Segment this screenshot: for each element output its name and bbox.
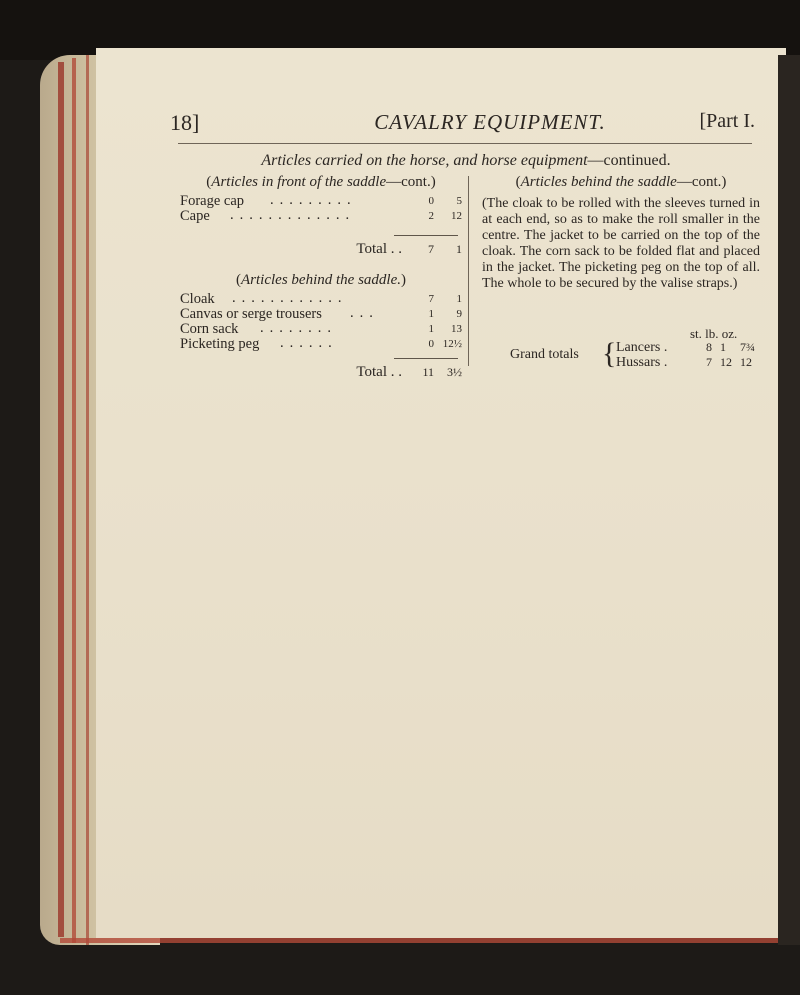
- grand-totals-label: Grand totals: [510, 347, 579, 362]
- grand-lb: 1: [720, 340, 726, 354]
- total-label-text: Total: [356, 364, 387, 380]
- list-item: [180, 337, 462, 352]
- leader-dots: .............: [230, 208, 356, 223]
- front-total: [180, 236, 462, 262]
- behind-total: [180, 359, 462, 385]
- red-page-edge-bottom: [60, 938, 790, 943]
- behind-heading: [180, 270, 462, 290]
- paren: (: [515, 174, 521, 190]
- total-oz: 1: [456, 242, 462, 256]
- item-oz: 1: [456, 293, 462, 305]
- paren: (: [236, 272, 242, 288]
- front-heading: [180, 172, 462, 192]
- behind-heading-italic: Articles behind the saddle.: [241, 272, 401, 288]
- header-rule: [178, 143, 752, 144]
- page-title: CAVALRY EQUIPMENT.: [374, 110, 606, 134]
- brace-icon: {: [602, 337, 617, 370]
- behind-cont-heading: [482, 172, 760, 192]
- bleed-through-text: [190, 380, 750, 800]
- running-head: [170, 110, 755, 140]
- item-oz: 12: [451, 210, 462, 222]
- grand-oz: 12: [740, 355, 752, 369]
- leader-dots: .........: [270, 193, 357, 208]
- total-lb: 11: [422, 365, 434, 379]
- part-label: [Part I.: [699, 110, 755, 132]
- list-item: [180, 292, 462, 307]
- item-oz: 5: [456, 195, 462, 207]
- grand-st: 7: [706, 355, 712, 369]
- behind-cont-plain: —cont.): [676, 174, 727, 190]
- units-header: st. lb. oz.: [690, 326, 738, 341]
- front-heading-italic: Articles in front of the saddle: [211, 174, 387, 190]
- red-page-edge: [72, 58, 76, 943]
- list-item: [180, 307, 462, 322]
- item-name: Picketing peg: [180, 336, 260, 352]
- leader-dots: ......: [280, 336, 338, 351]
- total-label-text: Total: [356, 241, 387, 257]
- leader-dots: ...: [350, 306, 379, 321]
- behind-cont-italic: Articles behind the saddle: [520, 174, 677, 190]
- section-subheading: [176, 152, 756, 170]
- regiment-name: Hussars .: [616, 355, 668, 370]
- left-column: [180, 172, 462, 382]
- item-lb: 0: [428, 195, 434, 207]
- regiment-name-text: Lancers: [616, 340, 661, 355]
- red-page-edge: [86, 55, 89, 945]
- photo-backdrop-right: [778, 55, 800, 945]
- list-item: [180, 322, 462, 337]
- list-item: [180, 194, 462, 209]
- item-lb: 2: [428, 210, 434, 222]
- regiment-name: Lancers .: [616, 340, 668, 355]
- grand-oz: 7¾: [740, 340, 755, 354]
- grand-totals: [510, 337, 760, 372]
- total-lb: 7: [428, 242, 434, 256]
- list-item: [180, 209, 462, 224]
- grand-lb: 12: [720, 355, 732, 369]
- item-oz: 12½: [442, 338, 462, 350]
- total-label: Total . .: [356, 364, 402, 380]
- item-name: Cloak: [180, 291, 215, 307]
- item-lb: 0: [428, 338, 434, 350]
- item-oz: 13: [451, 323, 462, 335]
- item-lb: 1: [428, 308, 434, 320]
- red-page-edge: [58, 62, 64, 937]
- item-lb: 1: [428, 323, 434, 335]
- item-name: Canvas or serge trousers: [180, 306, 322, 322]
- packing-note: (The cloak to be rolled with the sleeves turned in at each end, so as to make the roll smaller in the centre. The jacket to be carried on the top of the cloak. The corn sack to be folded flat and placed in the jacket. The picketing peg on the top of all. The whole to be secured by the valise straps.): [482, 196, 760, 291]
- front-heading-plain: —cont.): [386, 174, 436, 190]
- paren: (: [206, 174, 212, 190]
- regiment-name-text: Hussars: [616, 355, 661, 370]
- paren: ): [400, 272, 406, 288]
- right-column: [482, 172, 760, 292]
- page-number: 18]: [170, 110, 200, 135]
- item-oz: 9: [456, 308, 462, 320]
- grand-st: 8: [706, 340, 712, 354]
- leader-dots: ........: [260, 321, 337, 336]
- subheading-italic: Articles carried on the horse, and horse equipment: [261, 152, 588, 169]
- item-name: Forage cap: [180, 193, 245, 209]
- subheading-plain: —continued.: [587, 152, 671, 169]
- item-name: Corn sack: [180, 321, 239, 337]
- column-divider: [468, 176, 469, 366]
- total-oz: 3½: [447, 365, 462, 379]
- total-label: Total . .: [356, 241, 402, 257]
- item-lb: 7: [428, 293, 434, 305]
- item-name: Cape: [180, 208, 210, 224]
- leader-dots: ............: [232, 291, 348, 306]
